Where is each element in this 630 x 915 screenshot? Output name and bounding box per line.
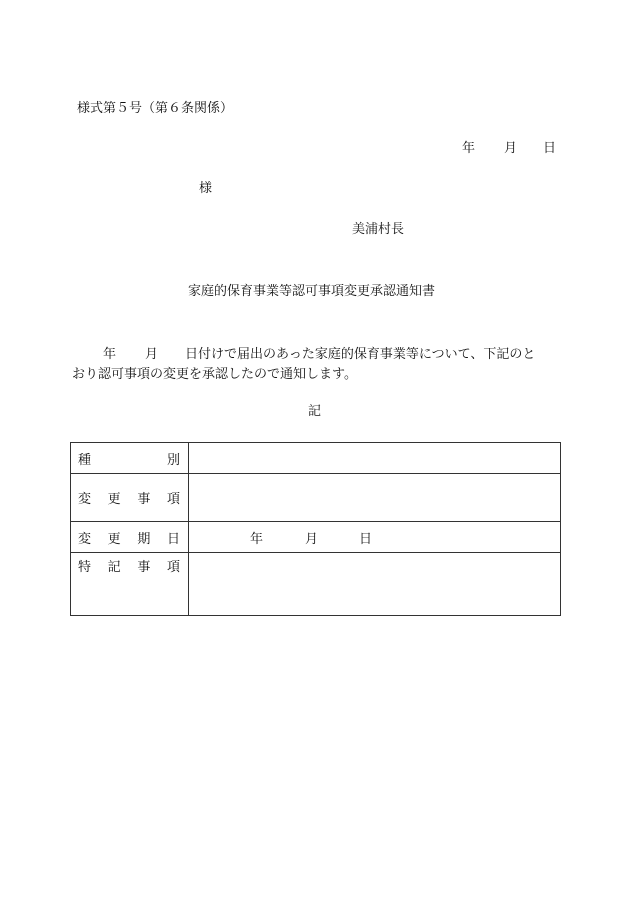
- label-char: 期: [137, 531, 151, 547]
- body-text: [72, 345, 547, 385]
- value-cell: [189, 553, 561, 616]
- table-row: [71, 553, 561, 616]
- label-char: 項: [166, 560, 180, 575]
- body-year: 年: [103, 347, 117, 362]
- sender: 美浦村長: [352, 222, 405, 237]
- document-title: 家庭的保育事業等認可事項変更承認通知書: [188, 284, 436, 299]
- recipient-suffix: 様: [199, 181, 213, 196]
- label-char: 更: [107, 492, 121, 507]
- date-day: 日: [543, 141, 557, 156]
- value-cell: [189, 443, 561, 474]
- change-date-year: 年: [250, 531, 264, 547]
- form-number: 様式第５号（第６条関係）: [77, 101, 234, 116]
- change-date-day: 日: [359, 531, 373, 547]
- table-row: [71, 474, 561, 522]
- label-char: 別: [166, 452, 180, 468]
- label-char: 変: [78, 531, 92, 547]
- date-month: 月: [504, 141, 518, 156]
- change-date-cell: [189, 522, 561, 553]
- body-line-2: おり認可事項の変更を承認したので通知します。: [72, 367, 357, 382]
- label-char: 記: [107, 560, 121, 575]
- table-row: [71, 443, 561, 474]
- row-label: [71, 553, 189, 616]
- label-char: 項: [166, 492, 180, 507]
- date-line: [462, 141, 556, 157]
- ki-heading: 記: [308, 404, 322, 419]
- body-line1-rest: 日付けで届出のあった家庭的保育事業等について、下記のと: [185, 347, 536, 362]
- row-label: [71, 443, 189, 474]
- label-char: 日: [166, 531, 180, 547]
- label-char: 種: [78, 452, 92, 468]
- label-char: 事: [137, 492, 151, 507]
- label-char: 事: [137, 560, 151, 575]
- date-year: 年: [462, 141, 476, 156]
- label-char: 特: [78, 560, 92, 575]
- row-label: [71, 474, 189, 522]
- label-char: 更: [107, 531, 121, 547]
- row-label: [71, 522, 189, 553]
- body-month: 月: [145, 347, 159, 362]
- label-char: 変: [78, 492, 92, 507]
- items-table: [70, 442, 561, 616]
- value-cell: [189, 474, 561, 522]
- table-row: [71, 522, 561, 553]
- body-line-1: [77, 345, 547, 365]
- change-date-month: 月: [305, 531, 319, 547]
